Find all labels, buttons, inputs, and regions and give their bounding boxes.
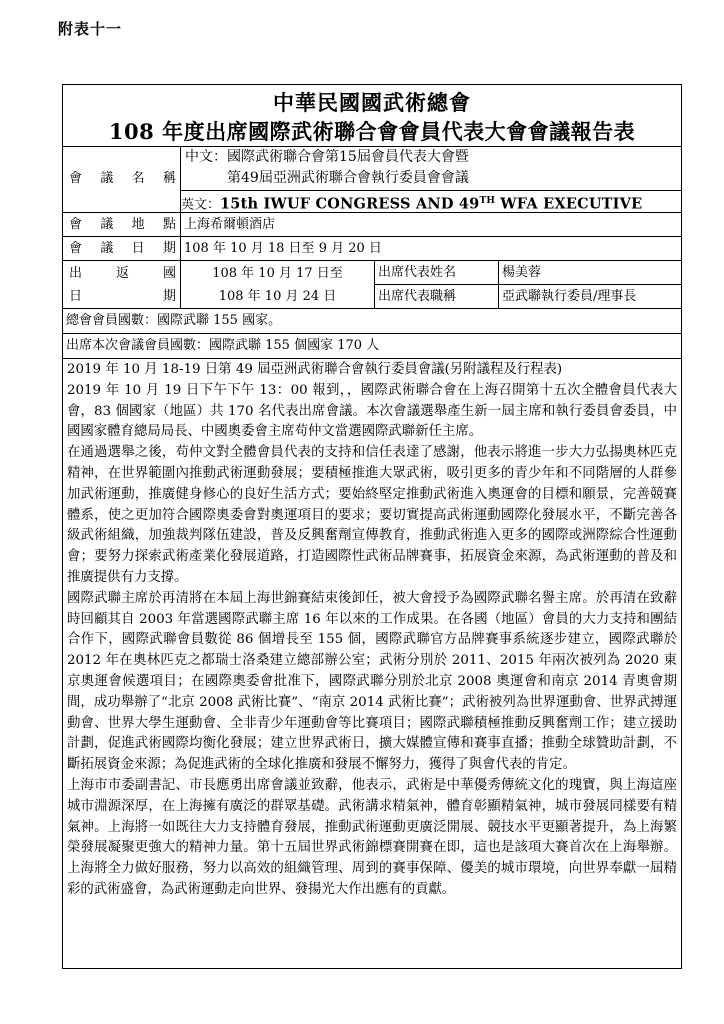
en-superscript: TH xyxy=(479,196,496,206)
member-count: 總會會員國數：國際武聯 155 國家。 xyxy=(66,313,282,328)
travel-row xyxy=(63,261,681,309)
report-title: 108 年度出席國際武術聯合會會員代表大會會議報告表 xyxy=(108,119,636,144)
body-paragraph: 在通過選舉之後，苟仲文對全體會員代表的支持和信任表達了感謝，他表示將進一步大力弘揚奧林匹克精神，在世界範圍內推動武術運動發展；要積極推進大眾武術，吸引更多的青少年和不同階層的人群參加武術運動，推廣健身修心的良好生活方式；要始終堅定推動武術進入奧運會的目標和願景，完善競賽體系，使之更加符合國際奧委會對奧運項目的要求；要切實提高武術運動國際化發展水平，不斷完善各級武術組織，加強裁判隊伍建設，普及反興奮劑宣傳教育，推動武術進入更多的國際或洲際綜合性運動會；要努力探索武術產業化發展道路，打造國際性武術品牌賽事，拓展資金來源，為武術運動的普及和推廣提供有力支撐。 xyxy=(67,445,677,585)
return-date: 108 年 10 月 24 日 xyxy=(218,289,337,304)
meeting-name-row xyxy=(63,147,681,213)
label-char: 會 xyxy=(69,217,83,232)
label-char: 返 xyxy=(115,266,129,281)
label-char: 議 xyxy=(100,217,114,232)
rep-name-label: 出席代表姓名 xyxy=(375,261,498,285)
label-char: 名 xyxy=(131,171,145,186)
label-char: 期 xyxy=(162,241,176,256)
rep-title-label: 出席代表職稱 xyxy=(378,289,457,304)
location-value: 上海希爾頓酒店 xyxy=(184,217,276,232)
label-char: 期 xyxy=(162,289,176,304)
rep-labels xyxy=(375,261,499,308)
title-block xyxy=(63,85,681,147)
label-char: 議 xyxy=(100,171,114,186)
en-label: 英文： xyxy=(181,197,221,213)
body-paragraph: 上海市市委副書記、市長應勇出席會議並致辭，他表示，武術是中華優秀傳統文化的瑰寶，與上海這座城市淵源深厚，在上海擁有廣泛的群眾基礎。武術講求精氣神，體育彰顯精氣神，城市發展同樣要有精氣神。上海將一如既往大力支持體育發展，推動武術運動更廣泛開展、競技水平更顯著提升，為上海繁榮發展凝聚更強大的精神力量。第十五屆世界武術錦標賽開賽在即，這也是該項大賽首次在上海舉辦。上海將全力做好服務，努力以高效的組織管理、周到的賽事保障、優美的城市環境，向世界奉獻一屆精彩的武術盛會，為武術運動走向世界、發揚光大作出應有的貢獻。 xyxy=(67,777,677,897)
meeting-name-label xyxy=(63,147,181,212)
date-label xyxy=(63,237,181,260)
annex-label: 附表十一 xyxy=(58,20,123,38)
depart-date: 108 年 10 月 17 日至 xyxy=(212,266,343,281)
label-char: 議 xyxy=(100,241,114,256)
members-row xyxy=(63,309,681,334)
location-label xyxy=(63,213,181,236)
meeting-name-zh-line2: 第49屆亞洲武術聯合會執行委員會會議 xyxy=(227,170,469,186)
meeting-name-zh xyxy=(181,147,681,191)
label-char: 會 xyxy=(69,171,83,186)
body-paragraph: 國際武聯主席於再清將在本屆上海世錦賽結束後卸任，被大會授予為國際武聯名譽主席。於再清在致辭時回顧其自 2003 年當選國際武聯主席 16 年以來的工作成果。在各國（地區）會員的大力支持和團結合作下，國際武聯會員數從 86 個增長至 155 個，國際武聯官方品牌賽事系統逐步建立，國際武聯於 2012 年在奧林匹克之都瑞士洛桑建立總部辦公室；武術分別於 2011、2015 年兩次被列為 2020 東京奧運會候選項目；在國際奧委會批准下，國際武聯分別於北京 2008 奧運會和南京 2014 青奧會期間，成功舉辦了“北京 2008 武術比賽”、“南京 2014 武術比賽”；武術被列為世界運動會、世界武搏運動會、世界大學生運動會、全非青少年運動會等比賽項目；國際武聯積極推動反興奮劑工作；建立援助計劃，促進武術國際均衡化發展；建立世界武術日，擴大媒體宣傳和賽事直播；推動全球贊助計劃，不斷拓展資金來源；為促進武術的全球化推廣和發展不懈努力，獲得了與會代表的肯定。 xyxy=(67,590,677,773)
label-char: 國 xyxy=(162,266,176,281)
label-char: 會 xyxy=(69,241,83,256)
rep-name: 楊美蓉 xyxy=(499,261,681,285)
label-char: 出 xyxy=(69,266,83,281)
attending-row xyxy=(63,334,681,359)
body-paragraph: 2019 年 10 月 19 日下午下午 13：00 報到，，國際武術聯合會在上海召開第十五次全體會員代表大會，83 個國家（地區）共 170 名代表出席會議。本次會議選舉產生新一屆主席和執行委員會委員，中國國家體育總局局長、中國奧委會主席苟仲文當選國際武聯新任主席。 xyxy=(67,382,677,440)
meeting-name-en xyxy=(181,191,681,213)
rep-values xyxy=(499,261,681,308)
travel-dates xyxy=(181,261,375,308)
en-name-part1: 15th IWUF CONGRESS AND 49 xyxy=(220,195,480,213)
org-title: 中華民國國武術總會 xyxy=(273,90,471,115)
meeting-name-value xyxy=(181,147,681,212)
report-form xyxy=(62,84,682,969)
date-value: 108 年 10 月 18 日至 9 月 20 日 xyxy=(184,241,382,256)
label-char: 地 xyxy=(131,217,145,232)
travel-label xyxy=(63,261,181,308)
label-char: 日 xyxy=(131,241,145,256)
en-name-part2: WFA EXECUTIVE xyxy=(495,195,643,213)
location-row xyxy=(63,213,681,237)
date-row xyxy=(63,237,681,261)
label-char: 稱 xyxy=(162,171,176,186)
meeting-name-zh-line1: 中文：國際武術聯合會第15屆會員代表大會暨 xyxy=(185,149,469,165)
report-body xyxy=(63,360,681,901)
label-char: 日 xyxy=(69,289,83,304)
rep-title: 亞武聯執行委員/理事長 xyxy=(502,289,637,304)
attending-count: 出席本次會議會員國數：國際武聯 155 個國家 170 人 xyxy=(66,338,380,353)
body-paragraph: 2019 年 10 月 18-19 日第 49 屆亞洲武術聯合會執行委員會議(另附議程及行程表) xyxy=(67,362,563,377)
label-char: 點 xyxy=(162,217,176,232)
